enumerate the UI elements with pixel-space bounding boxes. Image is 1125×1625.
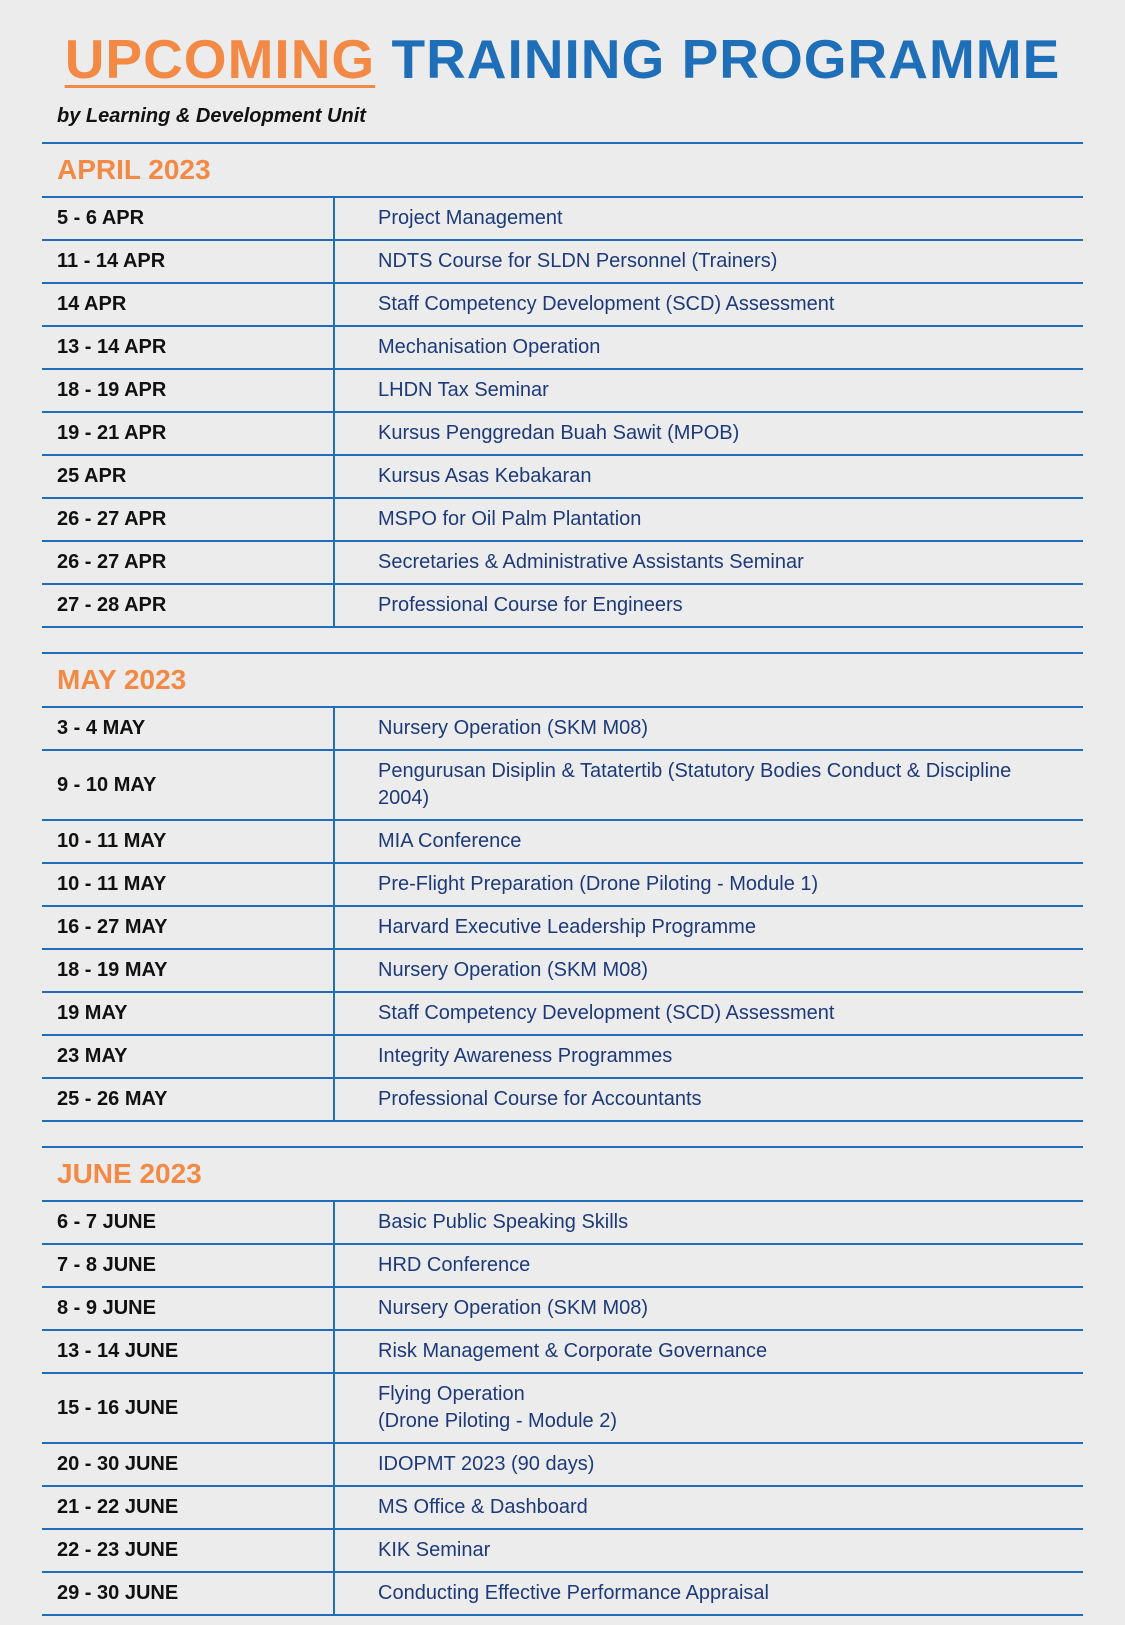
date-cell: 15 - 16 JUNE	[42, 1374, 335, 1442]
course-cell: Basic Public Speaking Skills	[378, 1211, 629, 1233]
schedule-row	[42, 1530, 1083, 1573]
date-cell: 10 - 11 MAY	[42, 864, 335, 905]
month-section	[42, 1146, 1083, 1616]
course-cell: Nursery Operation (SKM M08)	[378, 959, 649, 981]
schedule-row	[42, 1079, 1083, 1122]
date-cell: 29 - 30 JUNE	[42, 1573, 335, 1614]
course-cell: Flying Operation (Drone Piloting - Module 2)	[378, 1383, 617, 1432]
date-cell: 19 - 21 APR	[42, 413, 335, 454]
schedule-row	[42, 1036, 1083, 1079]
date-cell: 13 - 14 APR	[42, 327, 335, 368]
month-heading: MAY 2023	[42, 654, 1083, 708]
byline: by Learning & Development Unit	[57, 105, 366, 127]
month-section	[42, 142, 1083, 628]
date-cell: 21 - 22 JUNE	[42, 1487, 335, 1528]
date-cell: 19 MAY	[42, 993, 335, 1034]
course-cell: LHDN Tax Seminar	[378, 379, 549, 401]
date-cell: 13 - 14 JUNE	[42, 1331, 335, 1372]
course-cell: NDTS Course for SLDN Personnel (Trainers)	[378, 250, 778, 272]
month-section	[42, 652, 1083, 1122]
schedule-row	[42, 542, 1083, 585]
course-cell: Integrity Awareness Programmes	[378, 1045, 673, 1067]
date-cell: 3 - 4 MAY	[42, 708, 335, 749]
date-cell: 18 - 19 APR	[42, 370, 335, 411]
course-cell: Risk Management & Corporate Governance	[378, 1340, 768, 1362]
month-heading: APRIL 2023	[42, 144, 1083, 198]
course-cell: Kursus Asas Kebakaran	[378, 465, 592, 487]
schedule-row	[42, 1202, 1083, 1245]
schedule-row	[42, 708, 1083, 751]
date-cell: 9 - 10 MAY	[42, 751, 335, 819]
date-cell: 27 - 28 APR	[42, 585, 335, 626]
schedule-row	[42, 1487, 1083, 1530]
schedule-row	[42, 284, 1083, 327]
schedule-row	[42, 1374, 1083, 1444]
date-cell: 20 - 30 JUNE	[42, 1444, 335, 1485]
course-cell: Secretaries & Administrative Assistants Seminar	[378, 551, 804, 573]
title-highlight: UPCOMING	[64, 28, 376, 90]
course-cell: Nursery Operation (SKM M08)	[378, 717, 649, 739]
date-cell: 14 APR	[42, 284, 335, 325]
schedule-row	[42, 950, 1083, 993]
schedule	[42, 142, 1083, 1616]
date-cell: 25 - 26 MAY	[42, 1079, 335, 1120]
course-cell: KIK Seminar	[378, 1539, 491, 1561]
schedule-row	[42, 456, 1083, 499]
course-cell: Conducting Effective Performance Appraisal	[378, 1582, 769, 1604]
course-cell: Professional Course for Engineers	[378, 594, 683, 616]
schedule-row	[42, 1444, 1083, 1487]
date-cell: 18 - 19 MAY	[42, 950, 335, 991]
course-cell: Project Management	[378, 207, 563, 229]
course-cell: IDOPMT 2023 (90 days)	[378, 1453, 595, 1475]
course-cell: Kursus Penggredan Buah Sawit (MPOB)	[378, 422, 740, 444]
page-title	[42, 0, 1083, 88]
course-cell: MSPO for Oil Palm Plantation	[378, 508, 642, 530]
schedule-row	[42, 413, 1083, 456]
schedule-row	[42, 585, 1083, 628]
date-cell: 7 - 8 JUNE	[42, 1245, 335, 1286]
schedule-row	[42, 993, 1083, 1036]
course-cell: Pre-Flight Preparation (Drone Piloting - Module 1)	[378, 873, 819, 895]
course-cell: MS Office & Dashboard	[378, 1496, 588, 1518]
schedule-row	[42, 499, 1083, 542]
date-cell: 25 APR	[42, 456, 335, 497]
schedule-row	[42, 1245, 1083, 1288]
date-cell: 10 - 11 MAY	[42, 821, 335, 862]
date-cell: 5 - 6 APR	[42, 198, 335, 239]
course-cell: Professional Course for Accountants	[378, 1088, 702, 1110]
date-cell: 22 - 23 JUNE	[42, 1530, 335, 1571]
date-cell: 23 MAY	[42, 1036, 335, 1077]
date-cell: 26 - 27 APR	[42, 499, 335, 540]
date-cell: 8 - 9 JUNE	[42, 1288, 335, 1329]
course-cell: Pengurusan Disiplin & Tatatertib (Statutory Bodies Conduct & Discipline 2004)	[378, 760, 1012, 809]
course-cell: MIA Conference	[378, 830, 522, 852]
course-cell: Staff Competency Development (SCD) Assessment	[378, 293, 835, 315]
date-cell: 16 - 27 MAY	[42, 907, 335, 948]
schedule-row	[42, 864, 1083, 907]
schedule-row	[42, 1331, 1083, 1374]
date-cell: 26 - 27 APR	[42, 542, 335, 583]
course-cell: Nursery Operation (SKM M08)	[378, 1297, 649, 1319]
schedule-row	[42, 1288, 1083, 1331]
date-cell: 11 - 14 APR	[42, 241, 335, 282]
course-cell: HRD Conference	[378, 1254, 531, 1276]
title-rest: TRAINING PROGRAMME	[391, 28, 1061, 90]
schedule-row	[42, 1573, 1083, 1616]
schedule-row	[42, 907, 1083, 950]
schedule-row	[42, 821, 1083, 864]
schedule-row	[42, 241, 1083, 284]
schedule-row	[42, 327, 1083, 370]
schedule-row	[42, 370, 1083, 413]
course-cell: Staff Competency Development (SCD) Assessment	[378, 1002, 835, 1024]
schedule-row	[42, 751, 1083, 821]
date-cell: 6 - 7 JUNE	[42, 1202, 335, 1243]
month-heading: JUNE 2023	[42, 1148, 1083, 1202]
course-cell: Harvard Executive Leadership Programme	[378, 916, 756, 938]
schedule-row	[42, 198, 1083, 241]
course-cell: Mechanisation Operation	[378, 336, 601, 358]
